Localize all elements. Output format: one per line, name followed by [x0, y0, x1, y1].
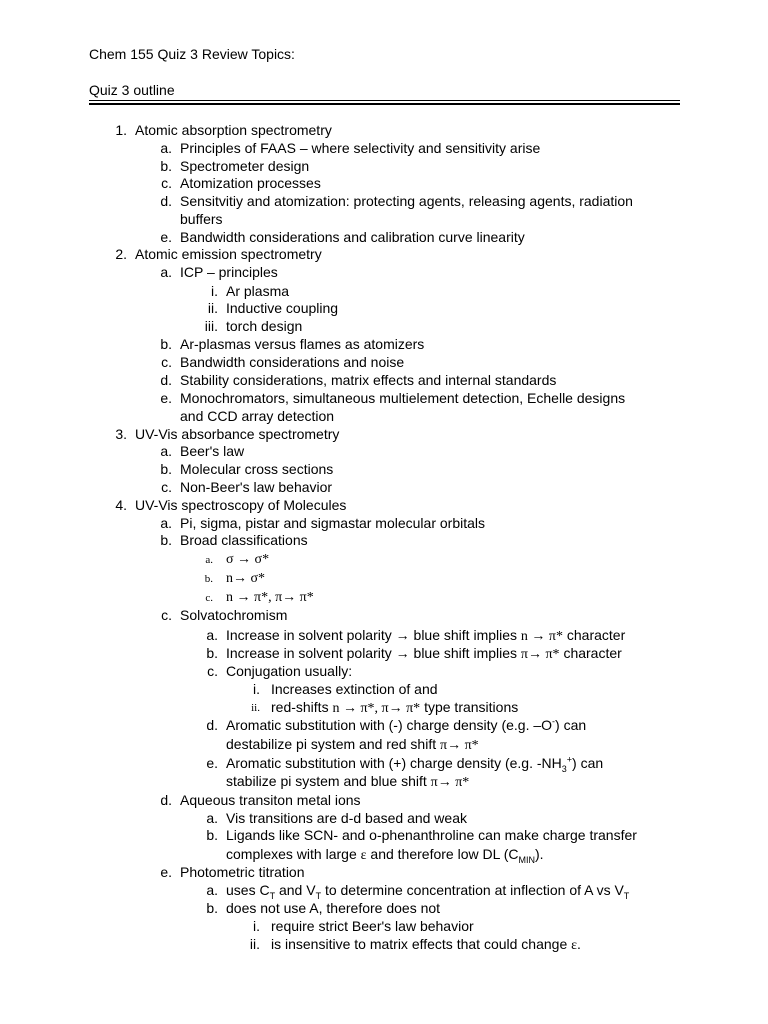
list-marker: d.	[160, 193, 172, 209]
list-marker: ii.	[251, 702, 260, 714]
list-item: Pi, sigma, pistar and sigmastar molecular orbitals	[180, 515, 486, 531]
list-item: does not use A, therefore does not	[226, 900, 441, 916]
list-marker: a.	[206, 627, 218, 643]
list-item: Aromatic substitution with (-) charge density (e.g. –O-) can	[226, 716, 587, 733]
list-number: 1.	[115, 122, 127, 138]
list-marker: c.	[161, 354, 172, 370]
list-marker: b.	[160, 532, 172, 548]
list-marker: i.	[211, 283, 218, 299]
list-item: Ar-plasmas versus flames as atomizers	[180, 336, 425, 352]
list-item: Conjugation usually:	[226, 663, 353, 679]
section-title: Atomic emission spectrometry	[135, 246, 322, 262]
list-item-continued: buffers	[180, 211, 223, 227]
list-item-continued: stabilize pi system and blue shift π→ π*	[226, 773, 470, 790]
list-item: Ligands like SCN- and o-phenanthroline can make charge transfer	[226, 827, 637, 843]
list-number: 3.	[115, 426, 127, 442]
list-item: Broad classifications	[180, 532, 308, 548]
list-item: Increases extinction of and	[271, 681, 438, 697]
section-title: UV-Vis spectroscopy of Molecules	[135, 497, 347, 513]
list-item: Spectrometer design	[180, 158, 310, 174]
list-item: Bandwidth considerations and noise	[180, 354, 405, 370]
divider-line-thick	[89, 103, 680, 105]
list-marker: ii.	[249, 936, 260, 952]
list-item: Aqueous transiton metal ions	[180, 792, 361, 808]
list-marker: a.	[160, 515, 172, 531]
list-item: Bandwidth considerations and calibration curve linearity	[180, 229, 525, 245]
list-marker: b.	[206, 900, 218, 916]
list-marker: i.	[253, 918, 260, 934]
list-marker: a.	[205, 554, 213, 566]
list-item: Photometric titration	[180, 864, 305, 880]
list-marker: c.	[161, 607, 172, 623]
list-marker: b.	[206, 645, 218, 661]
list-marker: c.	[207, 663, 218, 679]
list-marker: c.	[161, 479, 172, 495]
list-item: Inductive coupling	[226, 300, 339, 316]
list-item: Beer's law	[180, 443, 245, 459]
list-marker: a.	[160, 140, 172, 156]
list-item: Atomization processes	[180, 175, 321, 191]
list-marker: c.	[161, 175, 172, 191]
list-marker: ii.	[207, 300, 218, 316]
list-marker: c.	[205, 592, 213, 604]
list-item: n→ σ*	[226, 571, 266, 586]
list-item: Principles of FAAS – where selectivity and sensitivity arise	[180, 140, 541, 156]
list-marker: b.	[160, 158, 172, 174]
list-marker: a.	[160, 443, 172, 459]
list-marker: e.	[160, 390, 172, 406]
list-marker: d.	[160, 372, 172, 388]
list-marker: iii.	[204, 318, 218, 334]
list-marker: i.	[253, 681, 260, 697]
list-marker: a.	[206, 882, 218, 898]
list-item: red-shifts n → π*, π→ π* type transitions	[271, 699, 519, 716]
list-item-continued: complexes with large ε and therefore low DL $(C_{MIN})$.	[226, 846, 544, 865]
list-item: Vis transitions are d-d based and weak	[226, 810, 467, 826]
list-item: uses $C_T$ and $V_T$ to determine concentration at inflection of A vs $V_T$	[226, 882, 630, 901]
list-number: 4.	[115, 497, 127, 513]
list-marker: b.	[160, 336, 172, 352]
list-item: Sensitvitiy and atomization: protecting agents, releasing agents, radiation	[180, 193, 633, 209]
list-item: Increase in solvent polarity → blue shift implies π→ π* character	[226, 645, 622, 662]
list-item: Non-Beer's law behavior	[180, 479, 333, 495]
list-item: ICP – principles	[180, 264, 278, 280]
list-marker: b.	[204, 573, 213, 585]
list-item: Stability considerations, matrix effects and internal standards	[180, 372, 557, 388]
divider-line	[89, 100, 680, 101]
list-item-continued: destabilize pi system and red shift π→ π*	[226, 736, 479, 753]
list-marker: a.	[206, 810, 218, 826]
list-item: Increase in solvent polarity → blue shift implies n → π* character	[226, 627, 626, 644]
list-marker: a.	[160, 264, 172, 280]
list-item: Aromatic substitution with (+) charge density (e.g. $-NH_3^+$) can	[226, 754, 604, 774]
list-item: σ → σ*	[226, 552, 270, 567]
page-subtitle: Quiz 3 outline	[89, 82, 175, 98]
page-title: Chem 155 Quiz 3 Review Topics:	[89, 46, 295, 62]
list-marker: e.	[206, 755, 218, 771]
list-item: require strict Beer's law behavior	[271, 918, 474, 934]
section-title: UV-Vis absorbance spectrometry	[135, 426, 340, 442]
list-item: Ar plasma	[226, 283, 290, 299]
list-item: torch design	[226, 318, 303, 334]
list-item: Monochromators, simultaneous multielement detection, Echelle designs	[180, 390, 626, 406]
list-number: 2.	[115, 246, 127, 262]
list-item: Molecular cross sections	[180, 461, 334, 477]
list-item: Solvatochromism	[180, 607, 288, 623]
list-marker: d.	[206, 717, 218, 733]
list-item-continued: and CCD array detection	[180, 408, 335, 424]
list-marker: e.	[160, 229, 172, 245]
list-marker: b.	[206, 827, 218, 843]
list-item: n → π*, π→ π*	[226, 590, 314, 605]
list-item: is insensitive to matrix effects that could change ε.	[271, 936, 581, 953]
list-marker: b.	[160, 461, 172, 477]
section-title: Atomic absorption spectrometry	[135, 122, 332, 138]
list-marker: d.	[160, 792, 172, 808]
list-marker: e.	[160, 864, 172, 880]
